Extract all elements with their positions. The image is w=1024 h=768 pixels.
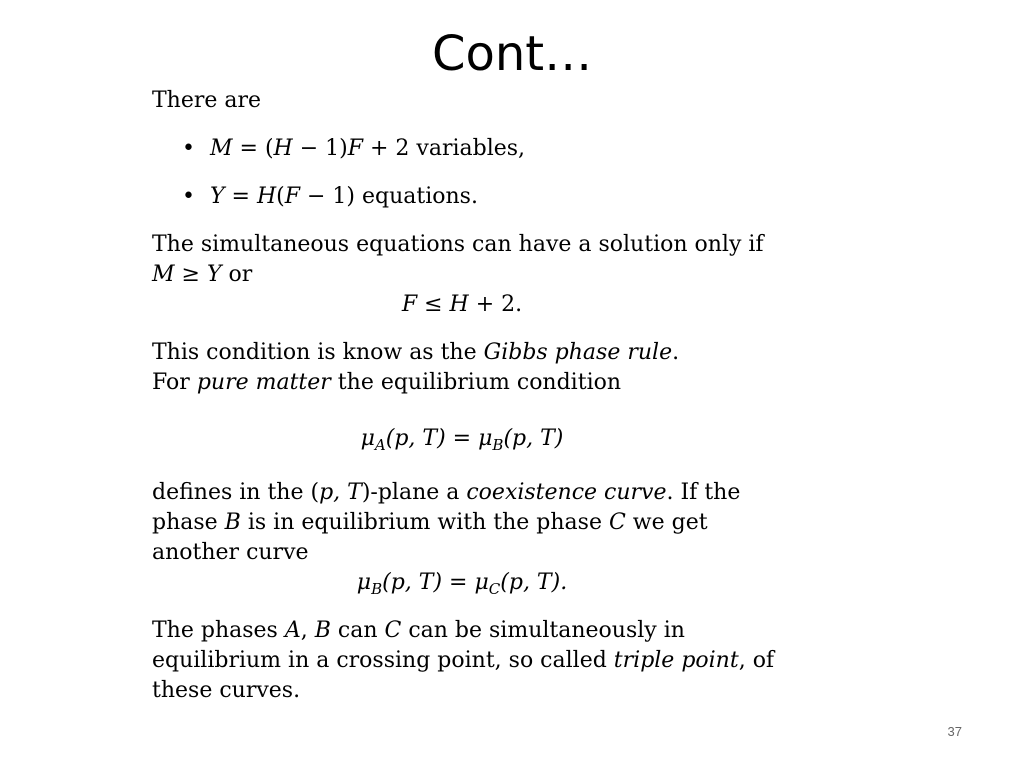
math-symbol: C: [384, 618, 402, 643]
math-args: p, T: [319, 480, 362, 505]
equation-mu-a-b: [152, 424, 772, 454]
emphasis-text: Gibbs phase rule: [483, 340, 673, 365]
body-text: , of: [738, 648, 775, 673]
math-subscript: A: [374, 436, 386, 454]
math-symbol: B: [314, 618, 331, 643]
math-args: (p, T): [385, 426, 446, 451]
emphasis-text: pure matter: [196, 370, 331, 395]
triple-point-line-3: these curves.: [152, 678, 301, 703]
emphasis-text: triple point: [613, 648, 739, 673]
math-symbol: F: [347, 136, 363, 161]
body-text: equilibrium in a crossing point, so called: [152, 648, 614, 673]
body-text: )-plane a: [361, 480, 467, 505]
math-symbol: Y: [206, 262, 222, 287]
solution-text-line: The simultaneous equations can have a solution only if: [152, 232, 764, 257]
triple-point-line-2: [152, 646, 892, 676]
equation-mu-b-c: [152, 568, 772, 598]
math-operator: =: [445, 426, 479, 451]
bullet-equations: [152, 182, 892, 212]
body-text: This condition is know as the: [152, 340, 484, 365]
math-symbol: μ: [478, 426, 493, 451]
math-operator: =: [224, 184, 257, 209]
math-symbol: μ: [356, 570, 372, 595]
gibbs-rule-line: [152, 338, 892, 368]
triple-point-line-1: [152, 616, 892, 646]
math-operator: − 1): [292, 136, 348, 161]
solution-condition-line: [152, 260, 892, 290]
math-operator: = (: [232, 136, 274, 161]
body-text: the equilibrium condition: [330, 370, 622, 395]
math-args: (p, T): [503, 426, 564, 451]
math-args: (p, T).: [500, 570, 568, 595]
body-text: . If the: [666, 480, 741, 505]
body-text: can be simultaneously in: [401, 618, 685, 643]
math-symbol: μ: [474, 570, 489, 595]
body-text: defines in the (: [152, 480, 320, 505]
bullet-variables: [152, 134, 892, 164]
coexistence-line-2: [152, 508, 892, 538]
math-symbol: Y: [210, 184, 225, 209]
bullet-text: variables,: [409, 136, 526, 161]
intro-text: There are: [152, 88, 262, 113]
bullet-text: equations.: [355, 184, 478, 209]
body-text: ,: [300, 618, 315, 643]
math-operator: − 1): [300, 184, 355, 209]
math-operator: (: [276, 184, 285, 209]
math-subscript: B: [371, 580, 383, 598]
bullet-dot-icon: •: [182, 184, 195, 209]
body-text: .: [672, 340, 680, 365]
math-symbol: M: [152, 262, 175, 287]
math-subscript: C: [488, 580, 501, 598]
math-operator: =: [442, 570, 475, 595]
math-symbol: F: [401, 292, 418, 317]
math-symbol: H: [256, 184, 277, 209]
math-symbol: H: [449, 292, 469, 317]
math-operator: + 2.: [468, 292, 523, 317]
body-text: we get: [625, 510, 708, 535]
math-operator: + 2: [363, 136, 410, 161]
math-operator: ≤: [417, 292, 450, 317]
inequality-equation: [152, 290, 772, 320]
page-number: 37: [947, 724, 962, 739]
math-symbol: μ: [360, 426, 375, 451]
math-symbol: F: [284, 184, 300, 209]
bullet-dot-icon: •: [182, 136, 195, 161]
body-text: For: [152, 370, 197, 395]
body-text: or: [221, 262, 253, 287]
math-symbol: A: [284, 618, 301, 643]
body-text: phase: [152, 510, 225, 535]
slide-title: Cont…: [431, 26, 593, 82]
pure-matter-line: [152, 368, 892, 398]
body-text: The phases: [152, 618, 285, 643]
coexistence-line-3: another curve: [152, 540, 309, 565]
math-subscript: B: [492, 436, 504, 454]
slide-body: [152, 86, 892, 706]
emphasis-text: coexistence curve: [466, 480, 667, 505]
body-text: is in equilibrium with the phase: [240, 510, 609, 535]
coexistence-line-1: [152, 478, 892, 508]
math-operator: ≥: [174, 262, 207, 287]
math-symbol: H: [273, 136, 293, 161]
body-text: can: [330, 618, 385, 643]
math-symbol: C: [608, 510, 626, 535]
math-symbol: B: [224, 510, 241, 535]
math-symbol: M: [210, 136, 233, 161]
math-args: (p, T): [382, 570, 443, 595]
